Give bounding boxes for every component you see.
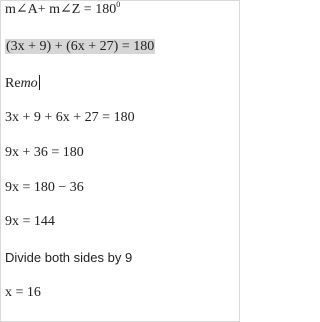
highlighted-equation-line[interactable] (5, 38, 155, 56)
text-cursor (39, 75, 40, 90)
final-answer: x = 16 (5, 285, 41, 300)
highlighted-equation: (3x + 9) + (6x + 27) = 180 (6, 39, 155, 54)
expanded-equation: 3x + 9 + 6x + 27 = 180 (5, 110, 135, 125)
subtraction-step: 9x = 180 − 36 (5, 180, 84, 195)
simplified-equation: 9x = 144 (5, 214, 55, 229)
partial-text-italic: mo (20, 76, 38, 91)
combined-equation: 9x + 36 = 180 (5, 145, 84, 160)
angle-sum-text: m∠A+ m∠Z = 180 (5, 2, 117, 17)
partial-text-roman: Re (5, 76, 21, 91)
angle-sum-equation (5, 1, 120, 19)
degree-superscript: 0 (116, 0, 121, 9)
partial-text-line[interactable] (5, 75, 40, 93)
instruction-text: Divide both sides by 9 (5, 250, 133, 265)
